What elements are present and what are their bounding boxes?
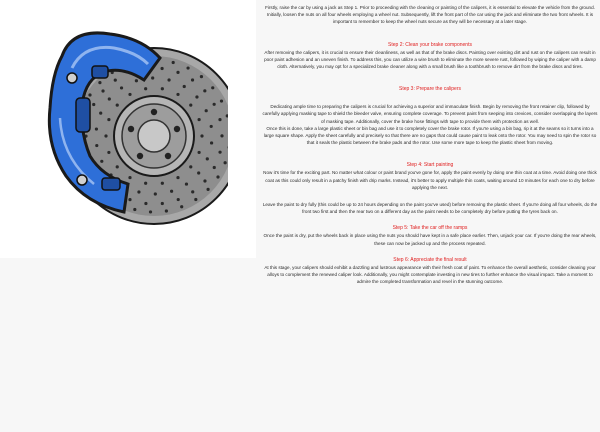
disc-hole [160, 67, 163, 70]
disc-hole [176, 93, 179, 96]
disc-hole [189, 104, 192, 107]
disc-hole [100, 160, 103, 163]
disc-hole [220, 134, 223, 137]
step5-heading: Step 5: Take the car off the ramps [392, 225, 468, 232]
step5-paragraph: Once the paint is dry, put the wheels back in place using the nuts you should have kept in a safe place earlier. Then, unjack your car. If you're doing the rear wheels, these can now be jacked up and the process repeated. [263, 233, 597, 246]
disc-hole [114, 79, 117, 82]
disc-hole [116, 165, 119, 168]
disc-hole [189, 165, 192, 168]
disc-hole [165, 209, 168, 212]
disc-hole [98, 81, 101, 84]
disc-hole [154, 192, 157, 195]
disc-hole [137, 190, 140, 193]
disc-hole [197, 171, 200, 174]
disc-hole [176, 71, 179, 74]
disc-hole [200, 75, 203, 78]
disc-hole [120, 86, 123, 89]
disc-hole [183, 85, 186, 88]
disc-hole [203, 179, 206, 182]
disc-hole [180, 205, 183, 208]
disc-hole [149, 210, 152, 213]
step2-paragraph: After removing the calipers, it is crucial to ensure their cleanliness, as well as that of the brake discs. Painting over existing dirt and rust on the calipers can result in poor paint adhesion and an uneven finish. To address this, you can utilize a wire brush to eliminate the more severe rust, followed by wiping the caliper with a damp cloth. Alternatively, you may opt for a specialized brake cleaner along with a small brush like a toothbrush to remove dirt from the brake discs and tires. [264, 49, 596, 70]
disc-hole [104, 134, 107, 137]
disc-hole [128, 176, 131, 179]
disc-hole [144, 87, 147, 90]
disc-hole [220, 99, 223, 102]
disc-hole [186, 66, 189, 69]
disc-hole [205, 109, 208, 112]
step4-paragraph-1: Now it's time for the exciting part. No matter what colour or paint brand you've gone for, apply the paint evenly by doing one thin coat at a time. Avoid doing one thick coat as this could only result in a patchy finish with drip marks. Instead, it's better to apply multiple thin coats, waiting around 10 minutes for each one to dry before applying the next. [263, 170, 597, 190]
disc-hole [133, 208, 136, 211]
disc-hole [211, 86, 214, 89]
disc-hole [177, 198, 180, 201]
brake-caliper-icon [32, 8, 228, 248]
disc-hole [210, 141, 213, 144]
disc-hole [206, 157, 209, 160]
disc-hole [167, 78, 170, 81]
disc-hole [107, 151, 110, 154]
disc-hole [135, 79, 138, 82]
disc-hole [161, 87, 164, 90]
illustration-panel [0, 0, 256, 258]
disc-hole [216, 175, 219, 178]
disc-hole [206, 188, 209, 191]
step4-paragraph-2: Leave the paint to dry fully (this could be up to 24 hours depending on the paint you've used) before removing the plastic sheet. If you're doing all four wheels, do the front two first and then the rear two on a different day as the paint needs to be completely dry before putting the tyres back on. [262, 202, 598, 215]
disc-hole [224, 161, 227, 164]
disc-hole [99, 112, 102, 115]
disc-hole [191, 190, 194, 193]
disc-hole [161, 202, 164, 205]
disc-hole [151, 76, 154, 79]
disc-hole [172, 61, 175, 64]
disc-hole [116, 104, 119, 107]
left-lower-background [0, 258, 256, 432]
disc-hole [108, 97, 111, 100]
disc-hole [213, 103, 216, 106]
disc-hole [92, 103, 95, 106]
disc-hole [200, 134, 203, 137]
step6-paragraph: At this stage, your calipers should exhibit a dazzling and lustrous appearance with their fresh coat of paint. To enhance the overall aesthetic, consider cleaning your alloys to complement the renewed caliper look. Additionally, you might contemplate investing in new tires to further enhance the visual impact. Take a moment to admire the completed transformation and revel in the stunning outcome. [264, 264, 596, 285]
step3-paragraph-2: Once this is done, take a large plastic sheet or bin bag and use it to completely cover the brake rotor. If you're using a bin bag, rip it at the seams so it turns into a large square shape. Apply the sheet carefully and precisely so that there are no gaps that could cause paint to leak onto the rotor. You may need to spin the rotor so that it seals the plastic between the brake pads and the rotor. Use some more tape to keep the plastic sheet from moving. [263, 125, 597, 146]
disc-hole [198, 118, 201, 121]
disc-hole [161, 182, 164, 185]
disc-hole [195, 95, 198, 98]
step3-heading: Step 3: Prepare the calipers [399, 86, 461, 93]
disc-hole [203, 89, 206, 92]
disc-hole [144, 182, 147, 185]
disc-hole [95, 144, 98, 147]
intro-paragraph: Firstly, raise the car by using a jack as Step 1. Prior to proceeding with the cleaning or painting of the calipers, it is essential to elevate the vehicle from the ground. Initially, loosen the nuts on all four wheels employing a wheel nut. Subsequently, lift the front part of the car using the jack and eliminate the two front wheels. It is important to remember to keep the wheel nuts secure as they will be necessary at a later stage. [265, 5, 595, 25]
disc-hole [170, 190, 173, 193]
disc-hole [185, 182, 188, 185]
disc-hole [194, 198, 197, 201]
disc-hole [210, 125, 213, 128]
disc-hole [191, 78, 194, 81]
disc-hole [198, 151, 201, 154]
disc-hole [107, 118, 110, 121]
disc-hole [101, 89, 104, 92]
article [262, 4, 598, 285]
step6-heading: Step 6: Appreciate the final result [393, 256, 467, 263]
disc-hole [176, 176, 179, 179]
disc-hole [88, 93, 91, 96]
step3-paragraph-1: Dedicating ample time to preparing the calipers is crucial for achieving a superior and immaculate finish. Begin by removing the front retainer clip, followed by carefully applying masking tape to shield the bleeder valve, ensuring complete coverage. To prevent paint from seeping into crevices, consider overlapping the layers of masking tape. Additionally, cover the brake hose fittings with tape to provide them with protection as well. [262, 104, 598, 124]
disc-hole [128, 93, 131, 96]
step4-heading: Step 4: Start painting [406, 162, 454, 169]
step2-heading: Step 2: Clean your brake components [388, 41, 472, 48]
disc-hole [218, 118, 221, 121]
disc-hole [213, 166, 216, 169]
disc-hole [144, 202, 147, 205]
disc-hole [128, 198, 131, 201]
disc-hole [218, 151, 221, 154]
disc-hole [95, 127, 98, 130]
